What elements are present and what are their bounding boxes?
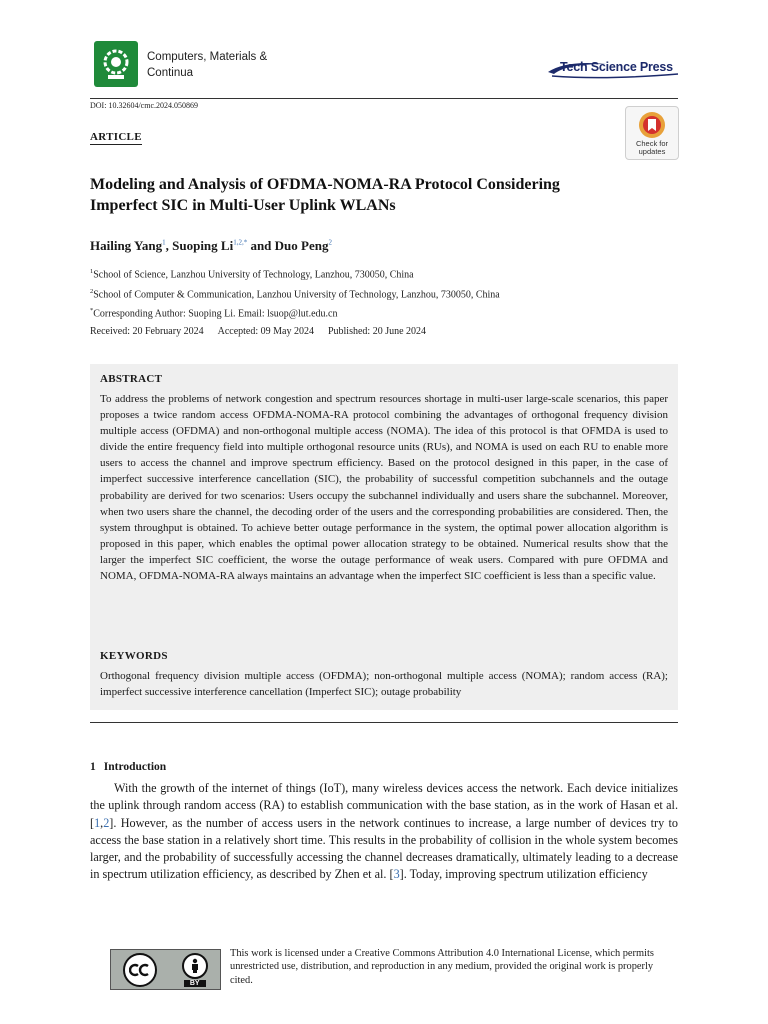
section-heading [90, 761, 166, 773]
journal-name-line1: Computers, Materials & [147, 51, 268, 63]
paper-title [90, 174, 650, 216]
journal-name-line2: Continua [147, 67, 194, 79]
abstract-divider [90, 722, 678, 723]
license-text: This work is licensed under a Creative Commons Attribution 4.0 International License, which permits unrestricted use, distribution, and reproduction in any medium, provided the original work is properly cited. [230, 948, 654, 986]
intro-text: ]. However, as the number of access users in the network continues to increase, a large number of devices try to access the base station in a relatively short time. This results in the probability of collision in the whole system becomes larger, and the probability of successfully accessing the channel decreases dramatically, ultimately leading to a decrease in spectrum utilization efficiency, as described by Zhen et al. [ [90, 815, 678, 882]
published-date: Published: 20 June 2024 [327, 326, 427, 337]
publication-dates [90, 326, 440, 337]
affiliation [90, 288, 500, 300]
received-date: Received: 20 February 2024 [90, 326, 204, 337]
bookmark-icon [637, 110, 667, 140]
affiliation [90, 268, 414, 280]
keywords-heading: KEYWORDS [100, 650, 168, 662]
affiliation-text[interactable]: Corresponding Author: Suoping Li. Email: lsuop@lut.edu.cn [93, 308, 338, 320]
author-separator: and [247, 238, 275, 253]
cc-by-badge[interactable] [110, 949, 221, 990]
creative-commons-icon [123, 953, 157, 987]
author-name[interactable]: Suoping Li [172, 238, 234, 253]
attribution-person-icon [182, 953, 208, 979]
corresponding-author [90, 307, 337, 319]
gear-logo-icon [99, 46, 133, 82]
title-line2: Imperfect SIC in Multi-User Uplink WLANs [90, 197, 396, 214]
citation-link[interactable]: 3 [393, 867, 400, 882]
section-number: 1 [90, 761, 96, 773]
affiliation-sup: * [90, 307, 94, 314]
keywords-text: Orthogonal frequency division multiple access (OFDMA); non-orthogonal multiple access (NOMA); random access (RA); imperfect successive interference cancellation (Imperfect SIC); outage probability [100, 670, 668, 699]
cc-letters-icon [129, 962, 151, 978]
citation-link[interactable]: 1 [94, 815, 101, 830]
journal-logo [94, 41, 138, 87]
affiliation-text: School of Computer & Communication, Lanzhou University of Technology, Lanzhou, 730050, China [93, 289, 500, 301]
attribution-group [182, 953, 208, 987]
abstract-text: To address the problems of network congestion and spectrum resources shortage in multi-user large-scale scenarios, this paper proposes a twice random access OFDMA-NOMA-RA protocol combining the advantages of orthogonal frequency division multiple access (OFDMA) and non-orthogonal multiple access (NOMA). The idea of this protocol is that OFMDA is used to divide the entire frequency field into multiple orthogonal resource units (RUs), and NOMA is used on each RU to enable more users to access the channel and improve spectrum efficiency. Based on the protocol designed in this paper, in the case of imperfect successive interference cancellation (SIC), the probability of successful competition subchannels and the outage probability are derived for two scenarios: Users occupy the subchannel individually and users share the subchannel. Moreover, when two users share the channel, the decoding order of the users and the corresponding probabilities are considered. Then, the system throughput is obtained. To achieve better outage performance in the system, the optimal power allocation algorithm is proposed in this paper, which enables the optimal power allocation strategy to be obtained. Numerical results show that the larger the imperfect SIC coefficient, the worse the outage performance of weak users. Compared with pure OFDMA and NOMA, OFDMA-NOMA-RA always maintains an advantage when the imperfect SIC coefficient is less than a specific value. [100, 393, 668, 583]
author-separator: , [165, 238, 173, 253]
author-affil-sup[interactable]: 1 [162, 238, 166, 247]
doi[interactable]: DOI: 10.32604/cmc.2024.050869 [90, 101, 198, 110]
title-line1: Modeling and Analysis of OFDMA-NOMA-RA Protocol Considering [90, 176, 560, 193]
person-icon [189, 958, 201, 974]
author-list [90, 238, 332, 254]
citation-separator: , [100, 815, 104, 830]
introduction-paragraph [90, 780, 678, 884]
author-name[interactable]: Duo Peng [274, 238, 329, 253]
affiliation-sup: 1 [90, 268, 94, 275]
author-affil-sup[interactable]: 2 [328, 238, 332, 247]
section-title: Introduction [103, 761, 167, 773]
affiliation-text: School of Science, Lanzhou University of Technology, Lanzhou, 730050, China [93, 269, 414, 281]
citation-link[interactable]: 2 [103, 815, 110, 830]
journal-name[interactable] [147, 49, 267, 81]
check-updates-line2: updates [638, 147, 666, 156]
accepted-date: Accepted: 09 May 2024 [217, 326, 314, 337]
intro-text: ]. Today, improving spectrum utilization efficiency [399, 867, 648, 882]
author-affil-sup[interactable]: 1,2,* [233, 238, 248, 247]
header-divider [90, 98, 678, 99]
check-updates-line1: Check for [635, 139, 669, 148]
publisher-name[interactable]: Tech Science Press [560, 60, 673, 74]
by-label: BY [184, 980, 206, 987]
affiliation-sup: 2 [90, 288, 94, 295]
article-type: ARTICLE [90, 131, 142, 143]
author-name[interactable]: Hailing Yang [90, 238, 163, 253]
abstract-heading: ABSTRACT [100, 373, 163, 385]
check-for-updates-button[interactable] [625, 106, 679, 160]
intro-text: With the growth of the internet of things (IoT), many wireless devices access the network. Each device initializes the uplink through random access (RA) to establish communication with the base station, as in the work of Hasan et al. [ [90, 781, 678, 830]
